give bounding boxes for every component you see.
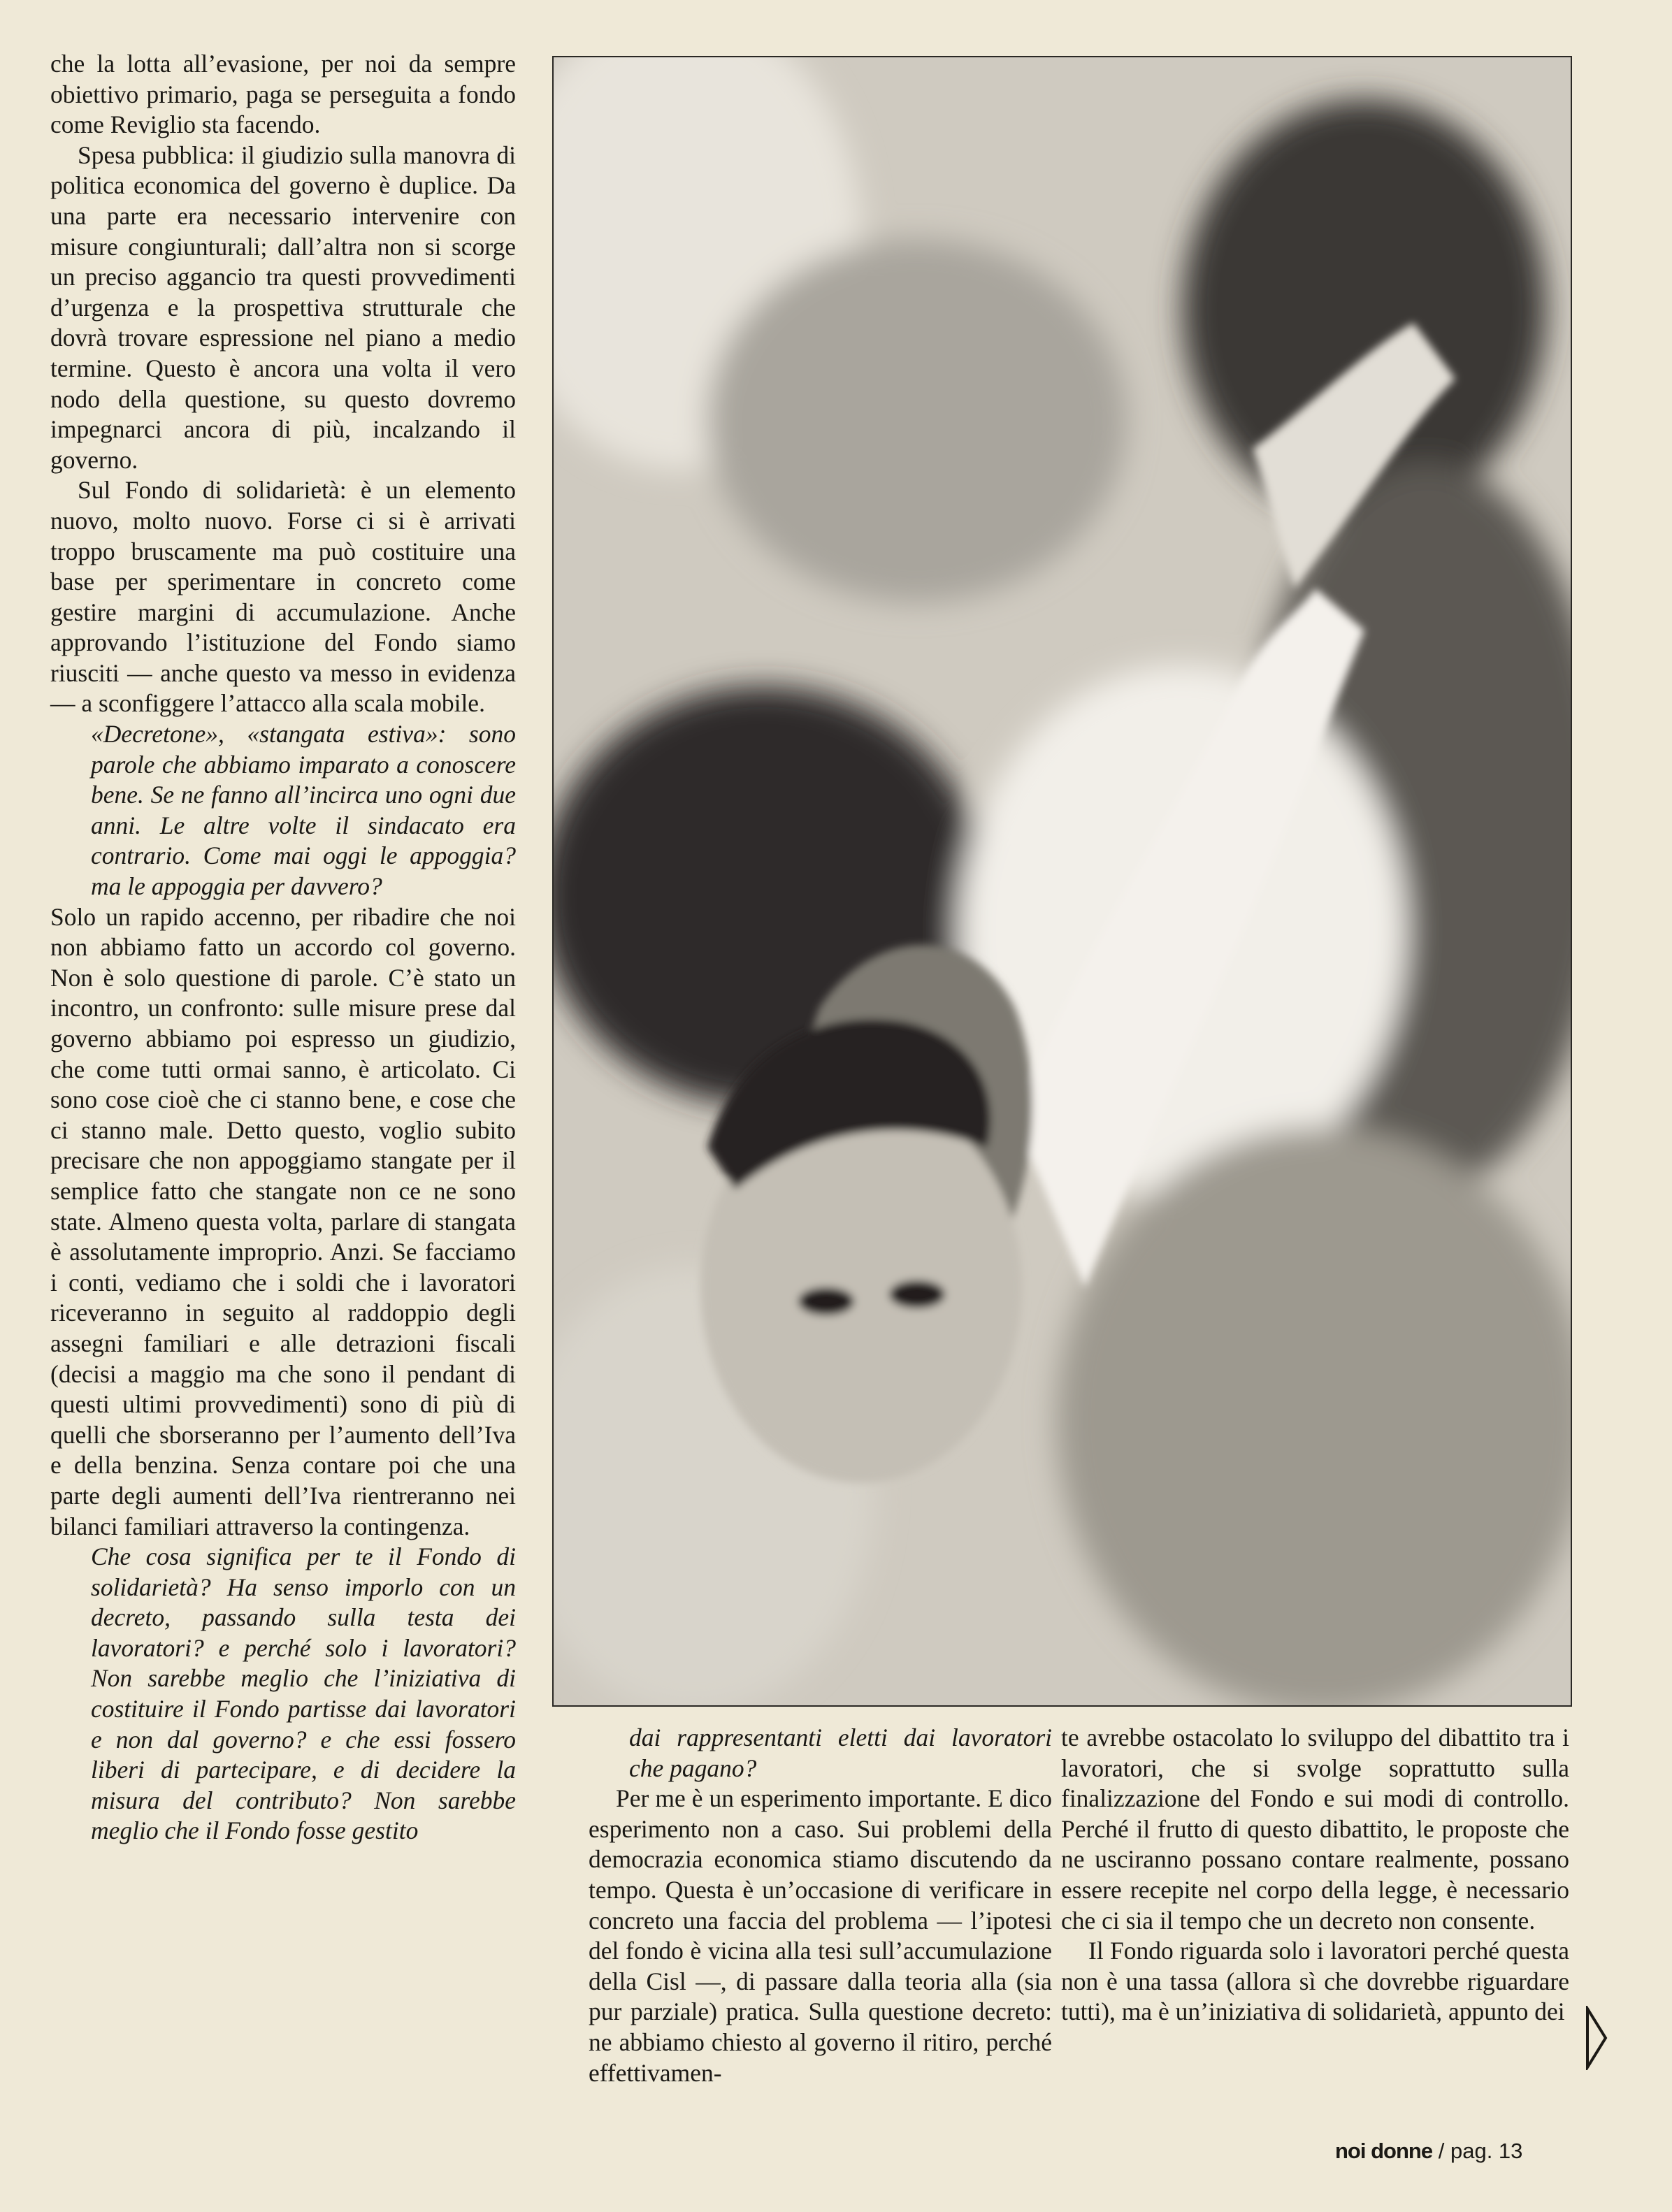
magazine-brand: noi donne [1335, 2139, 1433, 2163]
footer-separator: / [1438, 2139, 1445, 2163]
article-column-right [1061, 1723, 1569, 2027]
interview-question: dai rappresentanti eletti dai lavoratori che pagano? [629, 1723, 1052, 1782]
interview-question: Che cosa significa per te il Fondo di solidarietà? Ha senso imporlo con un decreto, passando sulla testa dei lavoratori? e perché solo i lavoratori? Non sarebbe meglio che l’iniziativa di costituire il Fondo partisse dai lavoratori e non dal governo? e che essi fossero liberi di partecipare, e di decidere la misura del contributo? Non sarebbe meglio che il Fondo fosse gestito [91, 1542, 516, 1845]
article-photo [552, 56, 1572, 1707]
body-paragraph: te avrebbe ostacolato lo sviluppo del dibattito tra i lavoratori, che si svolge soprattutto sulla finalizzazione del Fondo e sui modi di controllo. Perché il frutto di questo dibattito, le proposte che ne usciranno possano contare realmente, possano essere recepite nel corpo della legge, è necessario che ci sia il tempo che un decreto non consente. [1061, 1723, 1569, 1935]
body-paragraph: Solo un rapido accenno, per ribadire che noi non abbiamo fatto un accordo col governo. Non è solo questione di parole. C’è stato un incontro, un confronto: sulle misure prese dal governo abbiamo poi espresso un giudizio, che come tutti ormai sanno, è articolato. Ci sono cose cioè che ci stanno bene, e cose che ci stanno male. Detto questo, voglio subito precisare che non appoggiamo stangate per il semplice fatto che stangate non ce ne sono state. Almeno questa volta, parlare di stangata è assolutamente improprio. Anzi. Se facciamo i conti, vediamo che i soldi che i lavoratori riceveranno in seguito al raddoppio degli assegni familiari e alle detrazioni fiscali (decisi a maggio ma che sono il pendant di questi ultimi provvedimenti) sono di più di quelli che sborseranno per l’aumento dell’Iva e della benzina. Senza contare poi che una parte degli aumenti dell’Iva rientreranno nei bilanci familiari attraverso la contingenza. [50, 902, 516, 1540]
body-paragraph: Sul Fondo di solidarietà: è un elemento nuovo, molto nuovo. Forse ci si è arrivati troppo bruscamente ma può costituire una base per sperimentare in concreto come gestire margini di accumulazione. Anche approvando l’istituzione del Fondo siamo riusciti — anche questo va messo in evidenza — a sconfiggere l’attacco alla scala mobile. [50, 476, 516, 718]
page-number: pag. 13 [1450, 2139, 1523, 2163]
interview-question: «Decretone», «stangata estiva»: sono parole che abbiamo imparato a conoscere bene. Se ne fanno all’incirca uno ogni due anni. Le altre volte il sindacato era contrario. Come mai oggi le appoggia? ma le appoggia per davvero? [91, 720, 516, 901]
article-column-middle [589, 1723, 1052, 2088]
body-paragraph: Spesa pubblica: il giudizio sulla manovra di politica economica del governo è duplice. Da una parte era necessario intervenire con misure congiunturali; dall’altra non si scorge un preciso aggancio tra questi provvedimenti d’urgenza e la prospettiva strutturale che dovrà trovare espressione nel piano a medio termine. Questo è ancora una volta il vero nodo della questione, su questo dovremo impegnarci ancora di più, incalzando il governo. [50, 140, 516, 474]
body-paragraph: Il Fondo riguarda solo i lavoratori perché questa non è una tassa (allora sì che dovrebbe riguardare tutti), ma è un’iniziativa di solidarietà, appunto dei [1061, 1937, 1569, 2026]
body-paragraph: Per me è un esperimento importante. E dico esperimento non a caso. Sui problemi della democrazia economica stiamo discutendo da tempo. Questa è un’occasione di verificare in concreto una faccia del problema — l’ipotesi del fondo è vicina alla tesi sull’accumulazione della Cisl —, di passare dalla teoria alla (sia pur parziale) pratica. Sulla questione decreto: ne abbiamo chiesto al governo il ritiro, perché effettivamen- [589, 1784, 1052, 2087]
body-paragraph: che la lotta all’evasione, per noi da sempre obiettivo primario, paga se perseguita a fondo come Reviglio sta facendo. [50, 50, 516, 139]
continue-arrow-icon [1585, 2006, 1608, 2070]
article-column-left [50, 49, 516, 1846]
page-footer [1335, 2139, 1522, 2164]
